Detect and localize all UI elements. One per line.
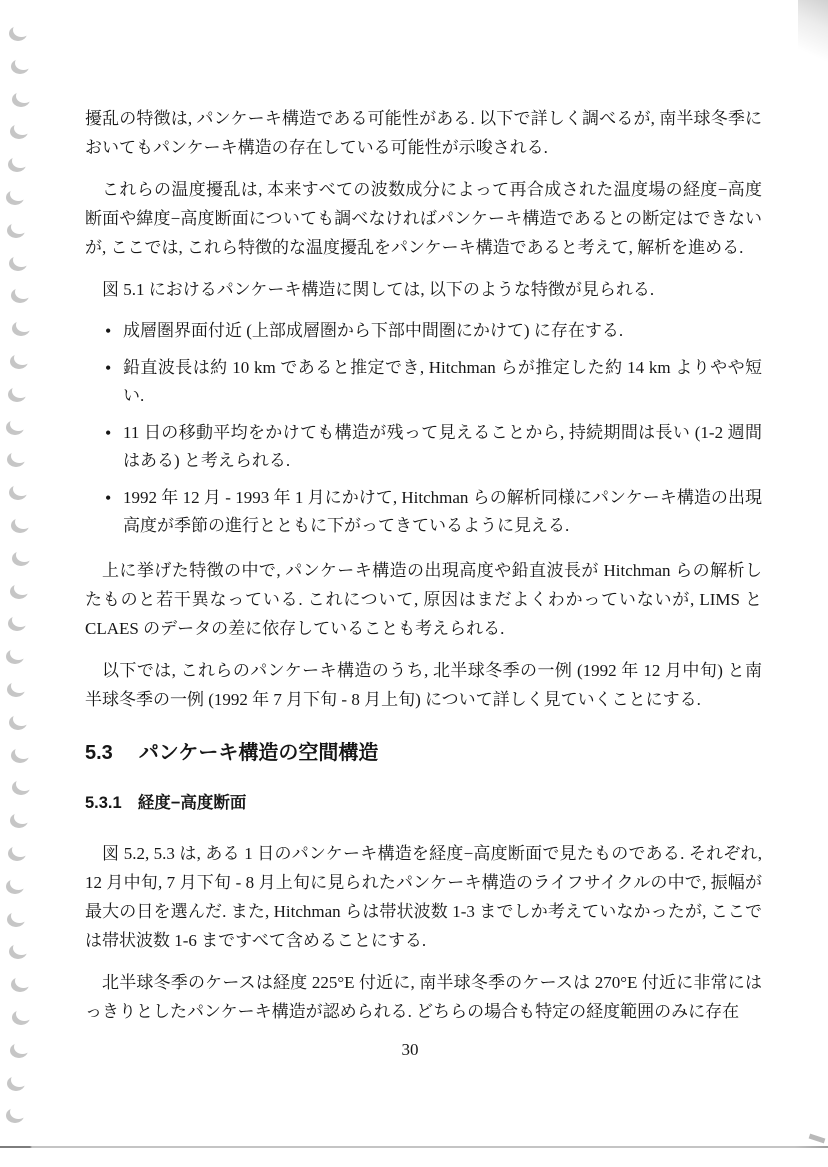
binding-hole [8, 387, 26, 402]
binding-hole [11, 977, 29, 992]
binding-hole [6, 190, 24, 205]
paragraph-difference-from-hitchman: 上に挙げた特徴の中で, パンケーキ構造の出現高度や鉛直波長が Hitchman らの解析したものと若干異なっている. これについて, 原因はまだよくわかっていないが, LIMS と CLAES のデータの差に依存していることも考えられる. [85, 561, 762, 638]
binding-hole [11, 518, 29, 533]
bullet-item: • 1992 年 12 月 - 1993 年 1 月にかけて, Hitchman らの解析同様にパンケーキ構造の出現高度が季節の進行とともに下がってきているように見える. [103, 484, 762, 540]
binding-hole [12, 321, 30, 336]
subsection-title: 経度−高度断面 [137, 794, 247, 812]
binding-hole [8, 157, 26, 172]
binding-hole [8, 846, 26, 861]
section-number: 5.3 [85, 742, 113, 764]
binding-hole [12, 92, 30, 107]
scan-edge-mark [809, 1134, 826, 1144]
binding-hole [12, 551, 30, 566]
binding-hole [7, 682, 25, 697]
binding-hole [9, 256, 27, 271]
binding-hole [11, 59, 29, 74]
binding-hole [11, 748, 29, 763]
binding-hole [9, 715, 27, 730]
binding-hole [6, 649, 24, 664]
paragraph-intro: 擾乱の特徴は, パンケーキ構造である可能性がある. 以下で詳しく調べるが, 南半球冬季においてもパンケーキ構造の存在している可能性が示唆される. [85, 109, 762, 157]
paragraph-fig51-features: 図 5.1 におけるパンケーキ構造に関しては, 以下のような特徴が見られる. [102, 280, 655, 299]
binding-hole [10, 354, 28, 369]
binding-hole [8, 616, 26, 631]
bullet-item: • 鉛直波長は約 10 km であると推定でき, Hitchman らが推定した約 14 km よりやや短い. [103, 354, 762, 410]
binding-hole [10, 124, 28, 139]
scan-bottom-edge [0, 1146, 828, 1148]
binding-hole [12, 1010, 30, 1025]
paragraph-temperature-disturbance: これらの温度擾乱は, 本来すべての波数成分によって再合成された温度場の経度−高度断面や緯度−高度断面についても調べなければパンケーキ構造であるとの断定はできないが, ここでは, これら特徴的な温度擾乱をパンケーキ構造であると考えて, 解析を進める. [85, 180, 762, 257]
paragraph-following-cases: 以下では, これらのパンケーキ構造のうち, 北半球冬季の一例 (1992 年 12 月中旬) と南半球冬季の一例 (1992 年 7 月下旬 - 8 月上旬) について詳しく見ていくことにする. [85, 661, 762, 709]
binding-hole [6, 1108, 24, 1123]
text-column [85, 104, 762, 1039]
binding-hole [7, 223, 25, 238]
binding-hole [6, 420, 24, 435]
paragraph-fig5253-cross-section: 図 5.2, 5.3 は, ある 1 日のパンケーキ構造を経度−高度断面で見たものである. それぞれ, 12 月中旬, 7 月下旬 - 8 月上旬に見られたパンケーキ構造のライフサイクルの中で, 振幅が最大の日を選んだ. また, Hitchman らは帯状波数 1-3 までしか考えていなかったが, ここでは帯状波数 1-6 まですべて含めることにする. [85, 844, 762, 950]
bullet-item: • 成層圏界面付近 (上部成層圏から下部中間圏にかけて) に存在する. [103, 317, 762, 345]
binding-hole [9, 944, 27, 959]
scan-corner-smudge [798, 0, 828, 70]
binding-hole [7, 1076, 25, 1091]
binding-hole [7, 452, 25, 467]
section-title: パンケーキ構造の空間構造 [138, 742, 379, 764]
binding-hole [6, 879, 24, 894]
binding-hole [7, 912, 25, 927]
paragraph-hemisphere-cases: 北半球冬季のケースは経度 225°E 付近に, 南半球冬季のケースは 270°E 付近に非常にはっきりとしたパンケーキ構造が認められる. どちらの場合も特定の経度範囲のみに存在 [85, 973, 762, 1021]
binding-hole [11, 288, 29, 303]
page-number: 30 [401, 1040, 419, 1059]
feature-bullet-list [85, 317, 762, 540]
binding-hole [10, 584, 28, 599]
subsection-heading-5-3-1 [85, 792, 762, 814]
subsection-number: 5.3.1 [85, 794, 122, 812]
binding-hole [9, 485, 27, 500]
section-heading-5-3 [85, 740, 762, 766]
bullet-item: • 11 日の移動平均をかけても構造が残って見えることから, 持続期間は長い (1-2 週間はある) と考えられる. [103, 419, 762, 475]
binding-hole [10, 813, 28, 828]
binding-hole [12, 780, 30, 795]
binding-hole [10, 1043, 28, 1058]
binding-hole [9, 26, 27, 41]
